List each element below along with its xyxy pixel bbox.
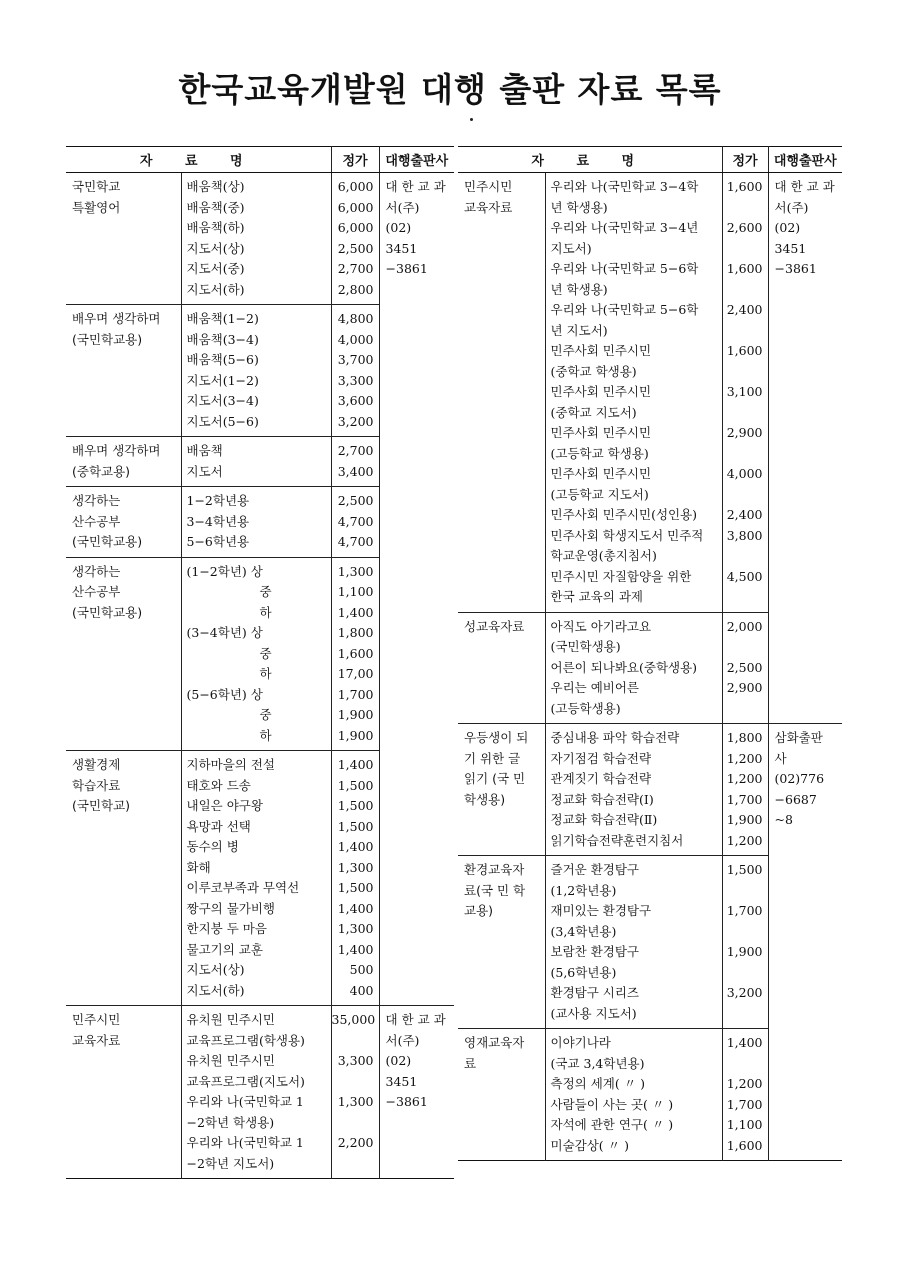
item-name: 하 xyxy=(259,727,272,743)
item-price: 2,800 xyxy=(337,281,374,297)
item-price: 1,400 xyxy=(337,604,374,620)
item-name: 자석에 관한 연구( 〃 ) xyxy=(550,1117,674,1132)
item-name: 사람들이 사는 곳( 〃 ) xyxy=(550,1096,674,1112)
item-price xyxy=(723,922,768,943)
item-name: 1−2학년용 xyxy=(186,493,250,508)
publisher-label: 삼화출판 사 (02)776 −6687 ~8 xyxy=(774,730,825,827)
header-publisher: 대행출판사 xyxy=(768,147,842,173)
category-cell xyxy=(66,437,181,487)
item-price: 4,700 xyxy=(337,513,374,529)
item-price: 1,300 xyxy=(337,563,374,579)
item-price: 3,300 xyxy=(337,1053,374,1068)
item-name: 중심내용 파악 학습전략 xyxy=(550,730,680,745)
category-label: 환경교육자 료(국 민 학 교용) xyxy=(464,862,526,918)
items-cell xyxy=(545,724,722,856)
items-cell xyxy=(181,173,331,305)
item-name: (3,4학년용) xyxy=(550,923,617,939)
item-price: 4,500 xyxy=(726,568,763,584)
item-name: 배움책(상) xyxy=(186,179,245,194)
prices-cell xyxy=(722,612,768,724)
item-price: 1,900 xyxy=(337,707,374,722)
item-name: 중 xyxy=(259,584,272,599)
item-price: 1,600 xyxy=(726,1137,763,1153)
item-price: 1,800 xyxy=(337,625,374,640)
item-name: 중 xyxy=(259,707,272,722)
item-price: 1,500 xyxy=(337,818,374,834)
item-price xyxy=(723,362,768,383)
category-cell xyxy=(66,751,181,1006)
item-name: 배움책(1−2) xyxy=(186,311,259,326)
category-cell xyxy=(66,173,181,305)
item-name: 지도서(1−2) xyxy=(186,372,259,388)
item-price xyxy=(723,485,768,506)
item-price xyxy=(723,587,768,608)
item-price: 35,000 xyxy=(331,1012,376,1027)
item-price: 1,200 xyxy=(726,750,763,766)
item-name: 읽기학습전략훈련지침서 xyxy=(550,832,684,848)
item-name: 즐거운 환경탐구 xyxy=(550,862,639,877)
item-price: 1,400 xyxy=(337,941,374,957)
item-price: 1,600 xyxy=(337,645,374,661)
item-price: 1,100 xyxy=(337,584,374,599)
item-name: 재미있는 환경탐구 xyxy=(550,903,652,918)
item-price xyxy=(723,239,768,260)
item-name: 민주사회 민주시민 xyxy=(550,343,652,358)
item-price: 1,900 xyxy=(726,944,763,959)
item-price: 3,100 xyxy=(726,384,763,399)
category-cell xyxy=(458,1029,545,1161)
items-cell xyxy=(545,1029,722,1161)
item-name: 우리와 나(국민학교 5−6학 xyxy=(550,302,699,317)
items-cell xyxy=(181,437,331,487)
item-price: 1,400 xyxy=(726,1035,763,1050)
publisher-label: 대 한 교 과 서(주) (02) 3451 −3861 xyxy=(385,1012,446,1109)
item-price xyxy=(332,1154,379,1175)
item-name: (국민학생용) xyxy=(550,639,621,654)
header-name: 자 료 명 xyxy=(458,147,722,173)
category-cell xyxy=(458,856,545,1029)
header-price: 정가 xyxy=(722,147,768,173)
item-name: 보람찬 환경탐구 xyxy=(550,944,639,959)
item-name: 지하마을의 전설 xyxy=(186,757,275,772)
item-name: 3−4학년용 xyxy=(186,513,250,529)
publisher-label: 대 한 교 과 서(주) (02) 3451 −3861 xyxy=(385,179,446,276)
item-name: 배움책(5−6) xyxy=(186,352,259,367)
prices-cell xyxy=(722,856,768,1029)
decorative-dot xyxy=(470,118,473,121)
item-name: (1,2학년용) xyxy=(550,882,617,898)
item-price: 3,200 xyxy=(726,985,763,1000)
item-name: 년 학생용) xyxy=(550,281,608,297)
item-price: 1,400 xyxy=(337,900,374,916)
item-price: 1,600 xyxy=(726,179,763,194)
item-price: 1,500 xyxy=(337,798,374,813)
item-name: (국교 3,4학년용) xyxy=(550,1055,645,1071)
item-price: 4,700 xyxy=(337,534,374,549)
category-label: 생활경제 학습자료 (국민학교) xyxy=(72,757,131,813)
item-name: 정교화 학습전략(Ⅱ) xyxy=(550,812,658,827)
item-price xyxy=(723,637,768,658)
item-name: 물고기의 교훈 xyxy=(186,941,263,957)
items-cell xyxy=(181,557,331,751)
item-price: 1,300 xyxy=(337,1094,374,1109)
item-price xyxy=(723,321,768,342)
item-name: 배움책(3−4) xyxy=(186,331,259,347)
item-price: 2,500 xyxy=(337,240,374,256)
item-price: 1,200 xyxy=(726,1076,763,1091)
publisher-cell xyxy=(768,173,842,724)
items-cell xyxy=(545,856,722,1029)
item-name: 환경탐구 시리즈 xyxy=(550,985,639,1000)
item-price xyxy=(332,1031,379,1052)
items-cell xyxy=(545,612,722,724)
item-price xyxy=(723,699,768,720)
item-name: 민주사회 민주시민 xyxy=(550,425,652,440)
item-price: 1,500 xyxy=(337,777,374,793)
item-name: 동수의 병 xyxy=(186,839,239,854)
prices-cell xyxy=(331,173,379,305)
prices-cell xyxy=(331,437,379,487)
prices-cell xyxy=(722,724,768,856)
item-price: 1,500 xyxy=(337,880,374,895)
item-price: 1,400 xyxy=(337,757,374,772)
items-cell xyxy=(181,305,331,437)
item-name: 우리와 나(국민학교 1 xyxy=(186,1094,304,1109)
item-name: 지도서(하) xyxy=(186,982,245,998)
item-price: 2,600 xyxy=(726,220,763,235)
item-price: 1,700 xyxy=(726,791,763,807)
item-price: 1,900 xyxy=(726,812,763,827)
prices-cell xyxy=(331,557,379,751)
category-cell xyxy=(66,1006,181,1179)
item-name: 관계짓기 학습전략 xyxy=(550,771,652,786)
item-name: 이루코부족과 무역선 xyxy=(186,880,300,895)
item-name: 지도서) xyxy=(550,240,592,256)
category-cell xyxy=(66,557,181,751)
right-catalog-table xyxy=(458,146,842,1161)
category-label: 민주시민 교육자료 xyxy=(464,179,513,215)
prices-cell xyxy=(331,487,379,558)
item-name: 화해 xyxy=(186,859,211,875)
prices-cell xyxy=(331,1006,379,1179)
item-name: 배움책(중) xyxy=(186,199,245,215)
item-price xyxy=(723,444,768,465)
item-price: 2,200 xyxy=(337,1135,374,1150)
item-price: 2,500 xyxy=(726,659,763,675)
category-label: 생각하는 산수공부 (국민학교용) xyxy=(72,493,143,549)
item-name: 년 지도서) xyxy=(550,322,608,338)
publisher-cell xyxy=(768,724,842,1161)
item-price: 4,800 xyxy=(337,311,374,326)
category-cell xyxy=(66,487,181,558)
category-cell xyxy=(458,612,545,724)
item-name: 교육프로그램(지도서) xyxy=(186,1073,305,1089)
item-price: 1,500 xyxy=(726,862,763,877)
item-name: 지도서(5−6) xyxy=(186,413,259,429)
category-label: 영재교육자 료 xyxy=(464,1035,525,1071)
item-name: 지도서(하) xyxy=(186,281,245,297)
item-price: 3,700 xyxy=(337,352,374,367)
item-name: 자기점검 학습전략 xyxy=(550,750,652,766)
item-name: 태호와 드송 xyxy=(186,777,251,793)
item-name: 우리와 나(국민학교 3−4학 xyxy=(550,179,699,194)
item-name: (고등학교 학생용) xyxy=(550,445,649,461)
item-price: 17,00 xyxy=(337,666,374,681)
item-name: 미술감상( 〃 ) xyxy=(550,1137,630,1153)
item-price: 3,300 xyxy=(337,372,374,388)
item-price: 1,200 xyxy=(726,771,763,786)
item-price xyxy=(723,1004,768,1025)
prices-cell xyxy=(722,173,768,613)
item-name: 이야기나라 xyxy=(550,1035,611,1050)
item-price: 2,900 xyxy=(726,680,763,695)
category-label: 국민학교 특활영어 xyxy=(72,179,121,215)
item-name: 정교화 학습전략(Ⅰ) xyxy=(550,791,654,807)
item-price xyxy=(723,198,768,219)
category-cell xyxy=(458,173,545,613)
item-price: 1,700 xyxy=(726,1096,763,1112)
item-price: 1,700 xyxy=(337,686,374,702)
item-name: 우리와 나(국민학교 3−4년 xyxy=(550,220,699,235)
item-name: (3−4학년) 상 xyxy=(186,625,263,640)
prices-cell xyxy=(722,1029,768,1161)
prices-cell xyxy=(331,751,379,1006)
page-title: 한국교육개발원 대행 출판 자료 목록 xyxy=(178,70,722,109)
item-name: 하 xyxy=(259,666,272,681)
item-name: 5−6학년용 xyxy=(186,534,250,549)
item-price: 2,500 xyxy=(337,493,374,508)
item-price: 3,200 xyxy=(337,413,374,429)
category-label: 우등생이 되 기 위한 글 읽기 (국 민 학생용) xyxy=(464,730,529,807)
item-price: 2,400 xyxy=(726,302,763,317)
item-name: (고등학교 지도서) xyxy=(550,486,649,502)
category-cell xyxy=(458,724,545,856)
item-price xyxy=(723,403,768,424)
item-price: 1,100 xyxy=(726,1117,763,1132)
item-price xyxy=(723,1054,768,1075)
publisher-label: 대 한 교 과 서(주) (02) 3451 −3861 xyxy=(774,179,835,276)
item-name: 우리와 나(국민학교 1 xyxy=(186,1135,304,1150)
item-price: 2,700 xyxy=(337,261,374,276)
item-name: 년 학생용) xyxy=(550,199,608,215)
item-price: 3,800 xyxy=(726,527,763,543)
item-price xyxy=(723,546,768,567)
item-name: 중 xyxy=(259,645,272,661)
item-name: 민주사회 민주시민 xyxy=(550,384,652,399)
item-price: 6,000 xyxy=(337,179,374,194)
item-name: −2학년 학생용) xyxy=(186,1114,275,1130)
item-name: 지도서 xyxy=(186,463,223,479)
item-name: 한지붕 두 마음 xyxy=(186,921,267,936)
items-cell xyxy=(181,751,331,1006)
publisher-cell xyxy=(379,1006,454,1179)
header-publisher: 대행출판사 xyxy=(379,147,454,173)
item-name: 지도서(중) xyxy=(186,261,245,276)
item-name: (1−2학년) 상 xyxy=(186,563,263,579)
category-label: 배우며 생각하며 (국민학교용) xyxy=(72,311,161,347)
item-name: 우리와 나(국민학교 5−6학 xyxy=(550,261,699,276)
item-price xyxy=(332,1072,379,1093)
item-price: 2,900 xyxy=(726,425,763,440)
item-price: 1,200 xyxy=(726,832,763,848)
item-price xyxy=(332,1113,379,1134)
item-name: 지도서(3−4) xyxy=(186,393,259,408)
publisher-cell xyxy=(379,173,454,1006)
item-name: 배움책 xyxy=(186,443,223,458)
item-price: 1,900 xyxy=(337,727,374,743)
item-price: 6,000 xyxy=(337,199,374,215)
item-name: 민주시민 자질함양을 위한 xyxy=(550,568,692,584)
header-price: 정가 xyxy=(331,147,379,173)
item-name: 민주사회 민주시민(성인용) xyxy=(550,507,698,522)
item-price: 1,300 xyxy=(337,921,374,936)
catalog-group xyxy=(66,173,454,305)
catalog-group xyxy=(458,724,842,856)
item-name: 짱구의 물가비행 xyxy=(186,900,275,916)
category-label: 성교육자료 xyxy=(464,618,525,634)
item-name: (중학교 학생용) xyxy=(550,363,637,379)
item-name: 지도서(상) xyxy=(186,962,245,977)
item-price: 1,600 xyxy=(726,261,763,276)
header-name: 자 료 명 xyxy=(66,147,331,173)
item-price xyxy=(723,280,768,301)
item-name: (교사용 지도서) xyxy=(550,1005,637,1021)
item-name: −2학년 지도서) xyxy=(186,1155,275,1171)
header-row xyxy=(458,147,842,173)
item-name: 한국 교육의 과제 xyxy=(550,589,643,604)
item-name: (5−6학년) 상 xyxy=(186,686,263,702)
item-name: 측정의 세계( 〃 ) xyxy=(550,1076,646,1091)
item-name: 교육프로그램(학생용) xyxy=(186,1032,305,1048)
item-price: 6,000 xyxy=(337,220,374,235)
item-price: 1,600 xyxy=(726,343,763,358)
items-cell xyxy=(181,1006,331,1179)
item-name: 학교운영(총지침서) xyxy=(550,548,657,563)
left-catalog-table xyxy=(66,146,454,1179)
item-name: 유치원 민주시민 xyxy=(186,1053,275,1068)
item-name: (중학교 지도서) xyxy=(550,404,637,420)
item-price: 3,400 xyxy=(337,463,374,479)
item-name: 우리는 예비어른 xyxy=(550,680,639,695)
item-price: 1,300 xyxy=(337,859,374,875)
item-name: 유치원 민주시민 xyxy=(186,1012,275,1027)
catalog-group xyxy=(458,173,842,613)
item-name: 지도서(상) xyxy=(186,240,245,256)
items-cell xyxy=(181,487,331,558)
prices-cell xyxy=(331,305,379,437)
item-price: 400 xyxy=(349,982,374,998)
item-price: 2,400 xyxy=(726,507,763,522)
header-row xyxy=(66,147,454,173)
item-name: 민주사회 민주시민 xyxy=(550,466,652,481)
item-name: 아직도 아기라고요 xyxy=(550,618,652,634)
item-price: 1,400 xyxy=(337,839,374,854)
item-name: 하 xyxy=(259,604,272,620)
category-label: 생각하는 산수공부 (국민학교용) xyxy=(72,563,143,620)
category-label: 배우며 생각하며 (중학교용) xyxy=(72,443,161,479)
item-name: 내일은 야구왕 xyxy=(186,798,263,813)
item-price: 500 xyxy=(349,962,374,977)
items-cell xyxy=(545,173,722,613)
item-price xyxy=(723,881,768,902)
item-name: 배움책(하) xyxy=(186,220,245,235)
item-name: 욕망과 선택 xyxy=(186,818,251,834)
item-name: (5,6학년용) xyxy=(550,964,617,980)
item-price: 1,700 xyxy=(726,903,763,918)
item-price xyxy=(723,963,768,984)
item-name: 민주사회 학생지도서 민주적 xyxy=(550,527,704,543)
item-price: 1,800 xyxy=(726,730,763,745)
item-price: 4,000 xyxy=(337,331,374,347)
item-name: 어른이 되나봐요(중학생용) xyxy=(550,659,698,675)
catalog-group xyxy=(66,1006,454,1179)
item-name: (고등학생용) xyxy=(550,700,621,716)
item-price: 2,700 xyxy=(337,443,374,458)
item-price: 4,000 xyxy=(726,466,763,481)
item-price: 2,000 xyxy=(726,618,763,634)
category-cell xyxy=(66,305,181,437)
category-label: 민주시민 교육자료 xyxy=(72,1012,121,1048)
item-price: 3,600 xyxy=(337,393,374,408)
